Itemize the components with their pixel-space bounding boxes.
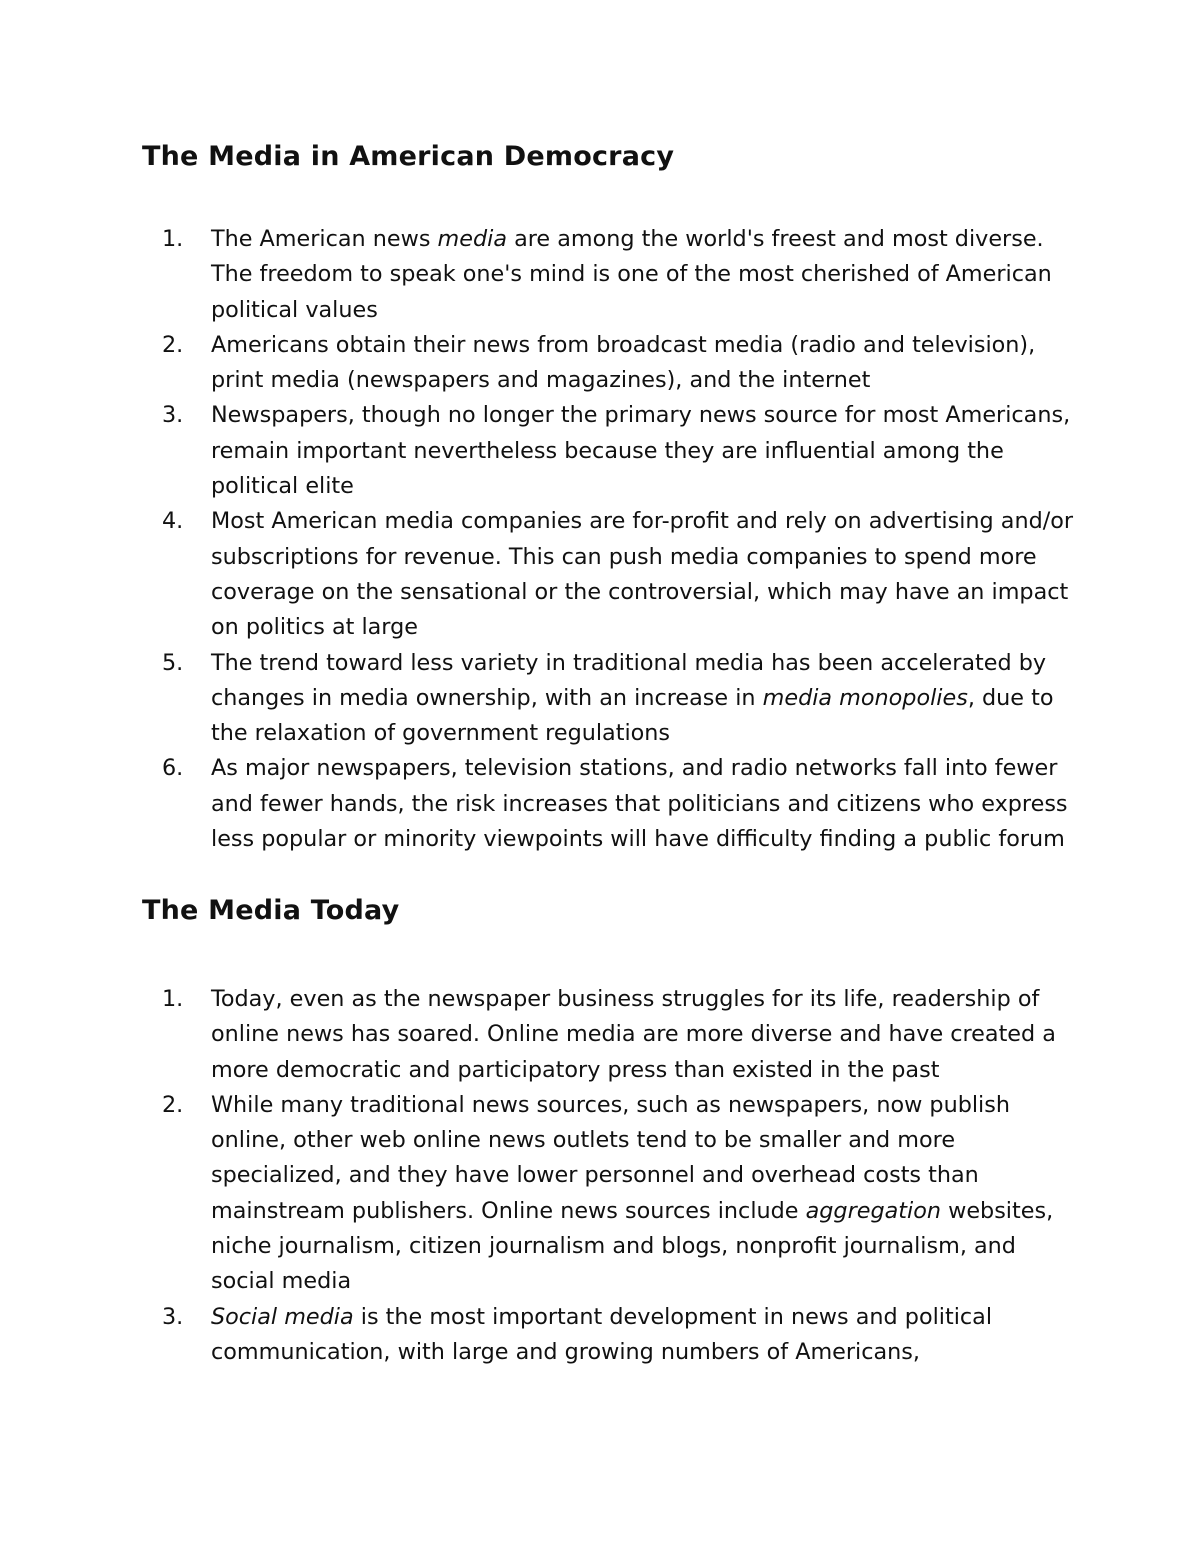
numbered-list <box>142 982 1082 1370</box>
list-number: 2. <box>162 331 184 358</box>
section-heading: The Media in American Democracy <box>142 141 675 172</box>
list-item <box>142 1088 1082 1300</box>
list-item <box>142 222 1082 328</box>
list-text: Today, even as the newspaper business struggles for its life, readership of online news has soared. Online media are more diverse and have created a more democratic and participatory press than existed in the past <box>211 986 1056 1083</box>
list-item <box>142 398 1082 504</box>
italic-term: aggregation <box>805 1197 941 1224</box>
section-media-in-american-democracy <box>142 138 1082 857</box>
numbered-list <box>142 222 1082 857</box>
italic-term: Social media <box>211 1303 354 1330</box>
italic-term: media monopolies <box>762 684 968 711</box>
list-text: The American news <box>211 226 438 252</box>
list-text: Most American media companies are for-profit and rely on advertising and/or subscriptions for revenue. This can push media companies to spend more coverage on the sensational or the controversial, which may have an impact on politics at large <box>211 508 1074 641</box>
list-text: The trend toward less variety in traditional media has been accelerated by changes in media ownership, with an increase in <box>211 649 1047 711</box>
list-text: is the most important development in news and political communication, with large and growing numbers of Americans, <box>211 1303 993 1365</box>
list-item <box>142 646 1082 752</box>
list-item <box>142 1300 1082 1371</box>
section-media-today <box>142 892 1082 1370</box>
list-number: 3. <box>162 1303 184 1330</box>
list-number: 4. <box>162 508 184 535</box>
section-heading: The Media Today <box>142 895 400 926</box>
list-text: As major newspapers, television stations, and radio networks fall into fewer and fewer hands, the risk increases that politicians and citizens who express less popular or minority viewpoints will have difficulty finding a public forum <box>211 755 1068 853</box>
list-number: 6. <box>162 755 184 782</box>
list-text: are among the world's freest and most diverse. The freedom to speak one's mind is one of the most cherished of American political values <box>211 226 1052 323</box>
list-text: While many traditional news sources, such as newspapers, now publish online, other web online news outlets tend to be smaller and more specialized, and they have lower personnel and overhead costs than mainstream publishers. Online news sources include <box>211 1091 1010 1224</box>
list-text: , due to the relaxation of government regulations <box>211 684 1054 747</box>
list-item <box>142 504 1082 645</box>
list-text: Newspapers, though no longer the primary news source for most Americans, remain important nevertheless because they are influential among the political elite <box>211 402 1071 500</box>
list-item <box>142 328 1082 399</box>
list-number: 5. <box>162 649 184 676</box>
list-number: 1. <box>162 226 184 252</box>
list-text: Americans obtain their news from broadcast media (radio and television), print media (newspapers and magazines), and the internet <box>211 331 1036 394</box>
list-text: websites, niche journalism, citizen journalism and blogs, nonprofit journalism, and social media <box>211 1197 1054 1295</box>
list-number: 1. <box>162 986 184 1012</box>
list-item <box>142 751 1082 857</box>
list-number: 3. <box>162 402 184 429</box>
list-number: 2. <box>162 1091 184 1118</box>
list-item <box>142 982 1082 1088</box>
italic-term: media <box>437 226 507 252</box>
